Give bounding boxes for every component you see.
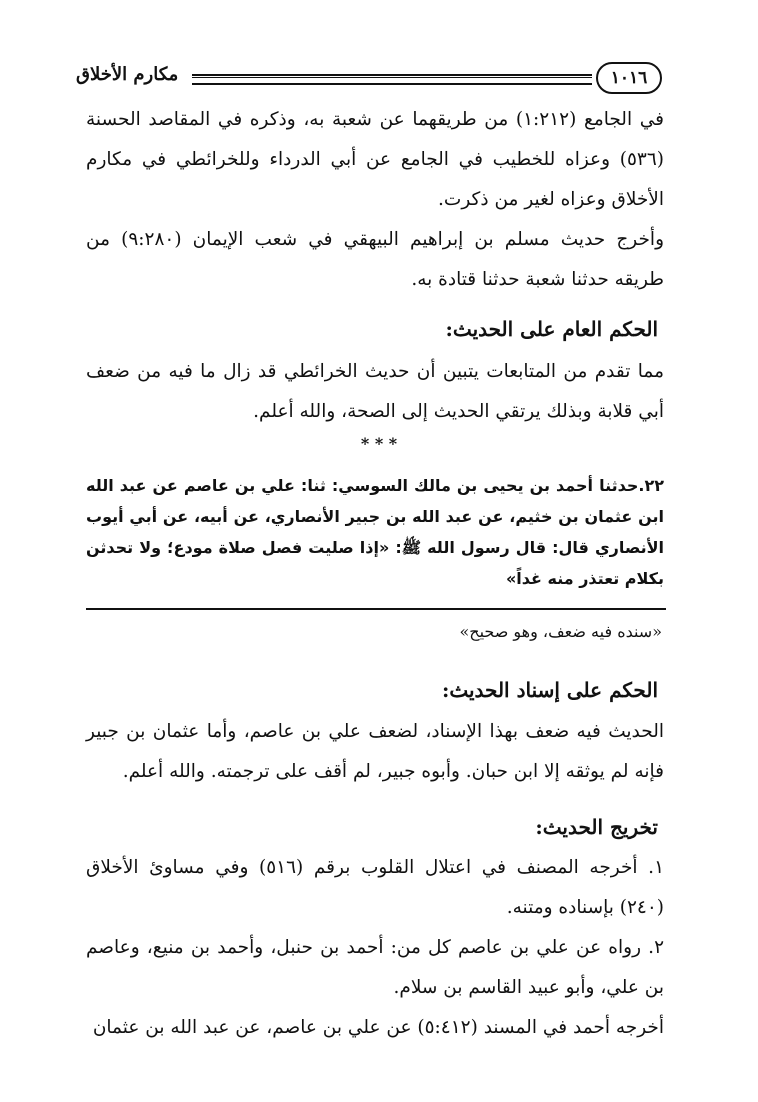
header-rule (192, 74, 592, 85)
isnad-ruling-text: الحديث فيه ضعف بهذا الإسناد، لضعف علي بن عاصم، وأما عثمان بن جبير فإنه لم يوثقه إلا ابن حبان. وأبوه جبير، لم أقف على ترجمته. والله أعلم. (86, 721, 664, 782)
page-number: ١٠١٦ (596, 62, 662, 94)
hadith-underline (86, 608, 666, 610)
running-header-title: مكارم الأخلاق (76, 64, 179, 85)
hadith-text: ٢٢.حدثنا أحمد بن يحيى بن مالك السوسي: ثنا: علي بن عاصم عن عبد الله ابن عثمان بن خثيم، عن عبد الله بن جبير الأنصاري، عن أبيه، عن أبي أيوب الأنصاري قال: قال رسول الله ﷺ: «إذا صليت فصل صلاة مودع؛ ولا تحدثن بكلام تعتذر منه غداً» (86, 476, 664, 588)
heading-general-ruling: الحكم العام على الحديث: (445, 317, 658, 341)
general-ruling-text: مما تقدم من المتابعات يتبين أن حديث الخرائطي قد زال ما فيه من ضعف أبي قلابة وبذلك يرتقي الحديث إلى الصحة، والله أعلم. (86, 361, 664, 422)
takhrij-continuation: أخرجه أحمد في المسند (٥:٤١٢) عن علي بن عاصم، عن عبد الله بن عثمان (92, 1017, 664, 1038)
paragraph-jami: في الجامع (١:٢١٢) من طريقهما عن شعبة به، وذكره في المقاصد الحسنة (٥٣٦) وعزاه للخطيب في الجامع عن أبي الدرداء وللخرائطي في مكارم الأخلاق وعزاه لغير من ذكرت. (86, 109, 664, 210)
heading-takhrij: تخريج الحديث: (535, 815, 658, 839)
hadith-grade: «سنده فيه ضعف، وهو صحيح» (459, 622, 662, 641)
takhrij-item-2: ٢. رواه عن علي بن عاصم كل من: أحمد بن حنبل، وأحمد بن منيع، وعاصم بن علي، وأبو عبيد القاسم بن سلام. (86, 937, 664, 998)
section-separator-stars: * * * (360, 434, 398, 453)
takhrij-item-1: ١. أخرجه المصنف في اعتلال القلوب برقم (٥١٦) وفي مساوئ الأخلاق (٢٤٠) بإسناده ومتنه. (86, 857, 664, 918)
heading-isnad-ruling: الحكم على إسناد الحديث: (441, 678, 658, 702)
paragraph-bayhaqi: وأخرج حديث مسلم بن إبراهيم البيهقي في شعب الإيمان (٩:٢٨٠) من طريقه حدثنا شعبة حدثنا قتادة به. (86, 229, 664, 290)
